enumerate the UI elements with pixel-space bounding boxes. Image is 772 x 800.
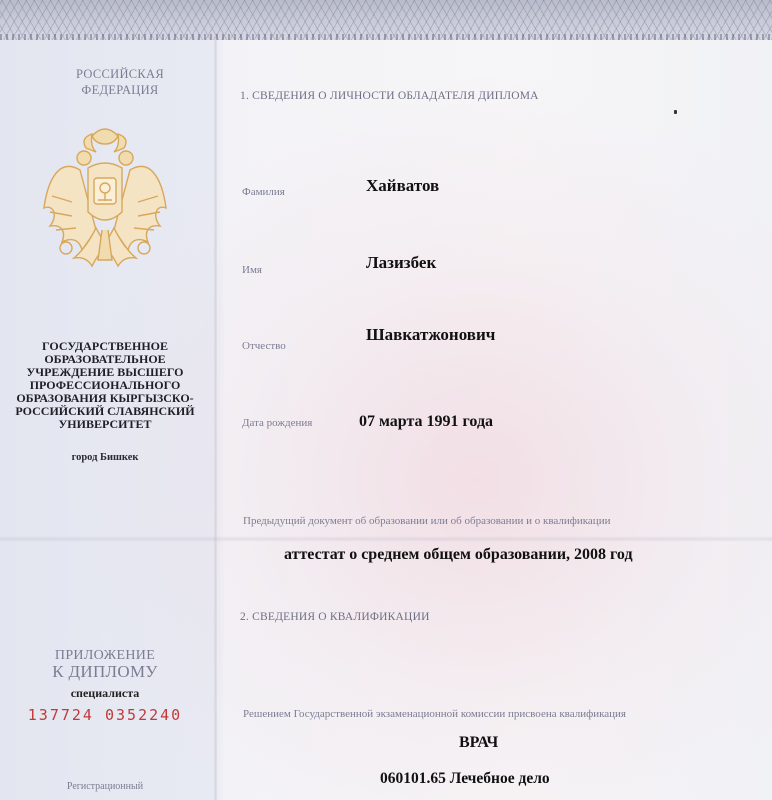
institution-line-5: ОБРАЗОВАНИЯ КЫРГЫЗСКО- — [16, 391, 194, 405]
russian-coat-of-arms-icon — [40, 118, 170, 286]
page-fold — [214, 40, 218, 800]
specialty-code: 060101.65 Лечебное дело — [380, 770, 550, 787]
section-2-title: 2. СВЕДЕНИЯ О КВАЛИФИКАЦИИ — [240, 611, 430, 623]
appendix-line-2: К ДИПЛОМУ — [52, 662, 158, 681]
name-label: Имя — [242, 264, 262, 276]
patronymic-value: Шавкатжонович — [366, 325, 496, 344]
guilloche-border — [0, 0, 772, 40]
institution-line-6: РОССИЙСКИЙ СЛАВЯНСКИЙ — [15, 404, 195, 418]
institution-line-7: УНИВЕРСИТЕТ — [58, 417, 152, 431]
institution-line-2: ОБРАЗОВАТЕЛЬНОЕ — [44, 352, 166, 366]
serial-number: 137724 0352240 — [27, 706, 183, 724]
qualification-value: ВРАЧ — [459, 734, 499, 751]
specialist-label: специалиста — [70, 686, 140, 700]
previous-document-label: Предыдущий документ об образовании или об образовании и о квалификации — [243, 515, 611, 527]
registration-label: Регистрационный — [66, 781, 144, 792]
surname-value: Хайватов — [366, 176, 440, 195]
appendix-heading — [0, 648, 210, 680]
country-line-1: РОССИЙСКАЯ — [75, 67, 165, 81]
surname-label: Фамилия — [242, 186, 285, 198]
birth-date-value: 07 марта 1991 года — [359, 413, 494, 430]
city: город Бишкек — [71, 452, 139, 463]
patronymic-label: Отчество — [242, 340, 286, 352]
institution-line-3: УЧРЕЖДЕНИЕ ВЫСШЕГО — [26, 365, 184, 379]
name-value: Лазизбек — [366, 253, 437, 272]
institution-line-1: ГОСУДАРСТВЕННОЕ — [42, 339, 168, 353]
previous-document-value: аттестат о среднем общем образовании, 2008 год — [284, 546, 633, 563]
birth-date-label: Дата рождения — [242, 417, 313, 429]
section-1-title: 1. СВЕДЕНИЯ О ЛИЧНОСТИ ОБЛАДАТЕЛЯ ДИПЛОМА — [240, 90, 539, 102]
qualification-decision-label: Решением Государственной экзаменационной комиссии присвоена квалификация — [243, 708, 626, 720]
ink-speck — [674, 110, 677, 114]
institution-line-4: ПРОФЕССИОНАЛЬНОГО — [29, 378, 181, 392]
institution-name — [0, 340, 210, 431]
country-line-2: ФЕДЕРАЦИЯ — [81, 83, 159, 97]
appendix-line-1: ПРИЛОЖЕНИЕ — [54, 648, 156, 663]
country-name — [30, 66, 210, 98]
